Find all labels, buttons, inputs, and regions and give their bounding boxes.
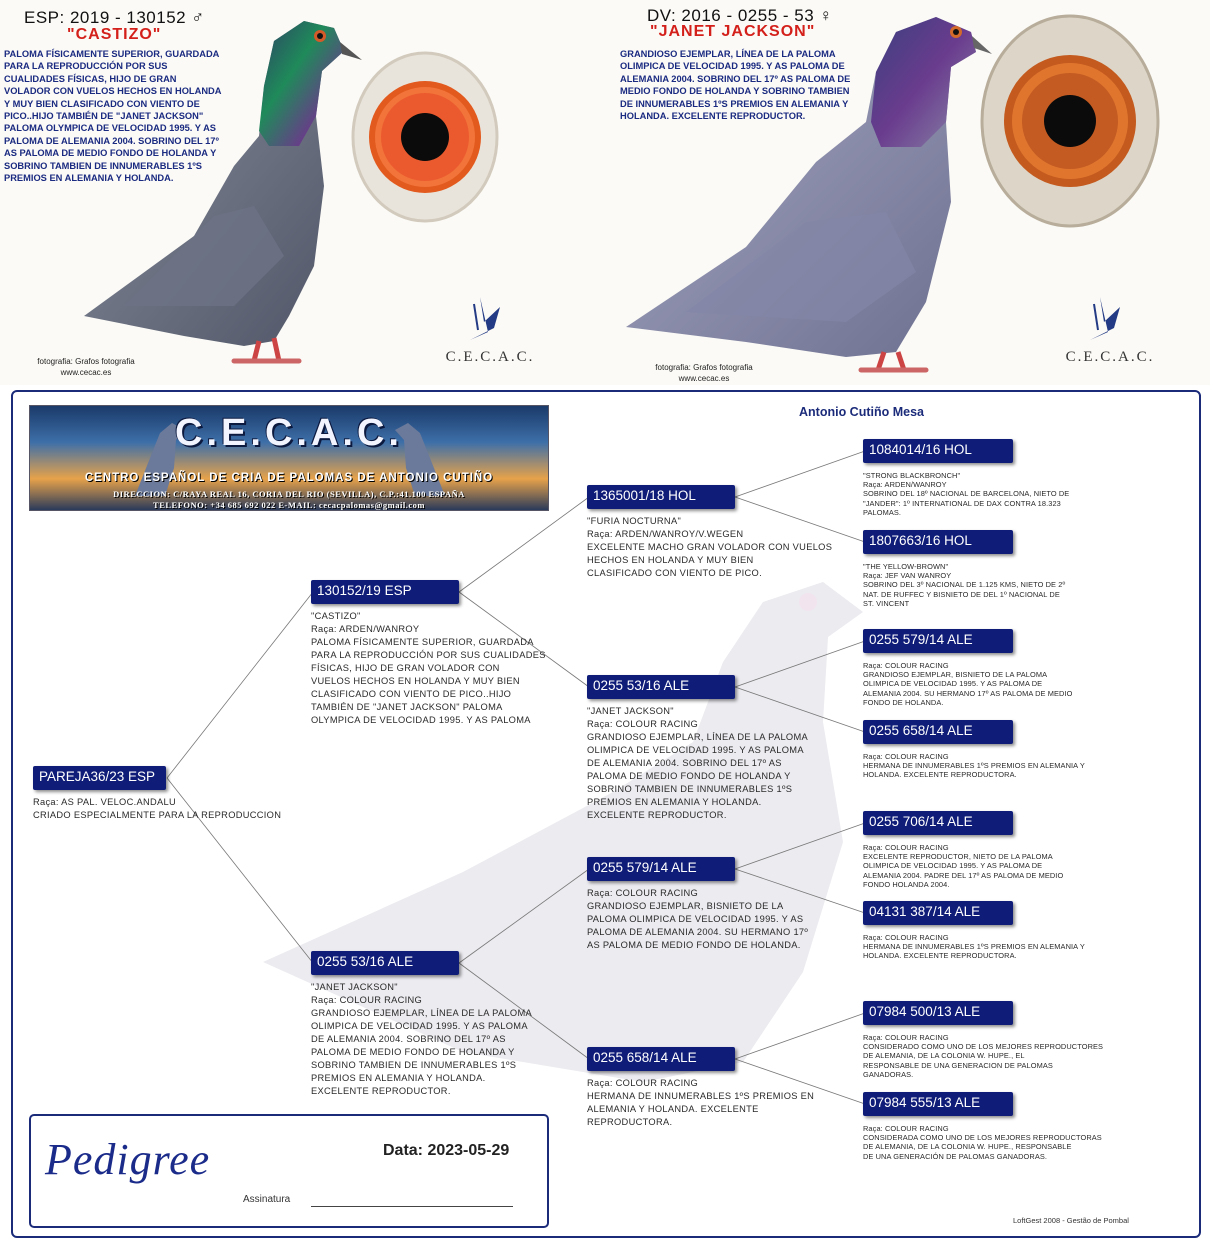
pedigree-date: Data: 2023-05-29 [383,1142,510,1159]
male-pigeon-photo [84,16,374,376]
sds-ring[interactable]: 0255 579/14 ALE [863,629,1013,653]
signature-line[interactable] [311,1206,513,1207]
bird-logo-icon [1080,292,1140,342]
dsd-ring[interactable]: 04131 387/14 ALE [863,901,1013,925]
signature-box [29,1114,549,1228]
dsd-info: Raça: COLOUR RACING HERMANA DE INNUMERABLES 1ºS PREMIOS EN ALEMANIA Y HOLANDA. EXCELENTE REPRODUCTORA. [863,933,1085,961]
subject-ring[interactable]: PAREJA36/23 ESP [33,766,166,790]
pedigree-sheet [11,390,1201,1238]
dds-ring[interactable]: 07984 500/13 ALE [863,1001,1013,1025]
dss-ring[interactable]: 0255 706/14 ALE [863,811,1013,835]
sss-info: "STRONG BLACKBRONCH" Raça: ARDEN/WANROY SOBRINO DEL 18º NACIONAL DE BARCELONA, NIETO DE "JANDER": 1º INTERNATIONAL DE DAX CONTRA 18.323 PALOMAS. [863,471,1070,517]
sdd-ring[interactable]: 0255 658/14 ALE [863,720,1013,744]
software-credit: LoftGest 2008 - Gestão de Pombal [1013,1216,1129,1225]
sire-sire-info: "FURIA NOCTURNA" Raça: ARDEN/WANROY/V.WEGEN EXCELENTE MACHO GRAN VOLADOR CON VUELOS HECHOS EN HOLANDA Y MUY BIEN CLASIFICADO CON VIENTO DE PICO. [587,516,833,578]
subject-info: Raça: AS PAL. VELOC.ANDALU CRIADO ESPECIALMENTE PARA LA REPRODUCCION [33,797,282,820]
ddd-info: Raça: COLOUR RACING CONSIDERADA COMO UNO DE LOS MEJORES REPRODUCTORAS DE ALEMANIA, DE LA COLONIA W. HUPE., RESPONSABLE DE UNA GENERACIÓN DE PALOMAS GANADORAS. [863,1124,1102,1161]
dam-info: "JANET JACKSON" Raça: COLOUR RACING GRANDIOSO EJEMPLAR, LÍNEA DE LA PALOMA OLIMPICA DE VELOCIDAD 1995. Y AS PALOMA DE ALEMANIA 2004. SOBRINO DEL 17º AS PALOMA DE MEDIO FONDO DE HOLANDA Y SOBRINO TAMBIEN DE INNUMERABLES 1ºS PREMIOS EN ALEMANIA Y HOLANDA. EXCELENTE REPRODUCTOR. [311,982,532,1096]
dam-dam-info: Raça: COLOUR RACING HERMANA DE INNUMERABLES 1ºS PREMIOS EN ALEMANIA Y HOLANDA. EXCELENTE REPRODUCTORA. [587,1078,815,1127]
female-eye-photo [980,14,1160,229]
male-description: PALOMA FÍSICAMENTE SUPERIOR, GUARDADA PARA LA REPRODUCCIÓN POR SUS CUALIDADES FÍSICAS, HIJO DE GRAN VOLADOR CON VUELOS HECHOS EN HOLANDA Y MUY BIEN CLASIFICADO CON VIENTO DE PICO..HIJO TAMBIÉN DE "JANET JACKSON" PALOMA OLYMPICA DE VELOCIDAD 1995. Y AS PALOMA DE ALEMANIA 2004. SOBRINO DEL 17º AS PALOMA DE MEDIO FONDO DE HOLANDA Y SOBRINO TAMBIEN DE INNUMERABLES 1ºS PREMIOS EN ALEMANIA Y HOLANDA. [4,49,222,184]
dam-ring[interactable]: 0255 53/16 ALE [311,951,459,975]
female-name: "JANET JACKSON" [650,23,816,40]
dds-info: Raça: COLOUR RACING CONSIDERADO COMO UNO DE LOS MEJORES REPRODUCTORES DE ALEMANIA, DE LA COLONIA W. HUPE., EL RESPONSABLE DE UNA GENERACION DE PALOMAS GANADORAS. [863,1033,1104,1079]
sss-ring[interactable]: 1084014/16 HOL [863,439,1013,463]
sds-info: Raça: COLOUR RACING GRANDIOSO EJEMPLAR, BISNIETO DE LA PALOMA OLIMPICA DE VELOCIDAD 1995. Y AS PALOMA DE ALEMANIA 2004. SU HERMANO 17º AS PALOMA DE MEDIO FONDO DE HOLANDA. [863,661,1073,707]
ddd-ring[interactable]: 07984 555/13 ALE [863,1092,1013,1116]
sire-sire-ring[interactable]: 1365001/18 HOL [587,485,735,509]
female-photo-credit: fotografia: Grafos fotografia www.cecac.es [655,363,753,383]
sdd-info: Raça: COLOUR RACING HERMANA DE INNUMERABLES 1ºS PREMIOS EN ALEMANIA Y HOLANDA. EXCELENTE REPRODUCTORA. [863,752,1085,780]
pedigree-script-title: Pedigree [45,1135,211,1184]
female-cecac-logo: C.E.C.A.C. [1060,292,1160,366]
banner-address: DIRECCION: C/RAYA REAL 16, CORIA DEL RIO (SEVILLA), C.P.:41.100 ESPAÑA [113,489,465,499]
male-eye-photo [350,50,500,225]
ssd-info: "THE YELLOW-BROWN" Raça: JEF VAN WANROY SOBRINO DEL 3º NACIONAL DE 1.125 KMS, NIETO DE 2º NAT. DE RUFFEC Y BISNIETO DE DEL 1º NACIONAL DE ST. VINCENT [863,562,1066,608]
female-panel [600,0,1210,385]
ssd-ring[interactable]: 1807663/16 HOL [863,530,1013,554]
owner-name: Antonio Cutiño Mesa [799,405,924,419]
sire-info: "CASTIZO" Raça: ARDEN/WANROY PALOMA FÍSICAMENTE SUPERIOR, GUARDADA PARA LA REPRODUCCIÓN POR SUS CUALIDADES FÍSICAS, HIJO DE GRAN VOLADOR CON VUELOS HECHOS EN HOLANDA Y MUY BIEN CLASIFICADO CON VIENTO DE PICO..HIJO TAMBIÉN DE "JANET JACKSON" PALOMA OLYMPICA DE VELOCIDAD 1995. Y AS PALOMA [311,611,546,725]
signature-label: Assinatura [243,1194,291,1205]
male-title: ESP: 2019 - 130152 ♂ [24,8,205,27]
sire-dam-ring[interactable]: 0255 53/16 ALE [587,675,735,699]
dam-sire-info: Raça: COLOUR RACING GRANDIOSO EJEMPLAR, BISNIETO DE LA PALOMA OLIMPICA DE VELOCIDAD 1995. Y AS PALOMA DE ALEMANIA 2004. SU HERMANO 17º AS PALOMA DE MEDIO FONDO DE HOLANDA. [587,888,809,950]
dam-dam-ring[interactable]: 0255 658/14 ALE [587,1047,735,1071]
female-description: GRANDIOSO EJEMPLAR, LÍNEA DE LA PALOMA OLIMPICA DE VELOCIDAD 1995. Y AS PALOMA DE ALEMANIA 2004. SOBRINO DEL 17º AS PALOMA DE MEDIO FONDO DE HOLANDA Y SOBRINO TAMBIEN DE INNUMERABLES 1ºS PREMIOS EN ALEMANIA Y HOLANDA. EXCELENTE REPRODUCTOR. [620,49,851,122]
sire-ring[interactable]: 130152/19 ESP [311,580,459,604]
female-pigeon-photo [626,12,996,382]
banner-contact: TELEFONO: +34 685 692 022 E-MAIL: cecacpalomas@gmail.com [153,500,425,510]
dam-sire-ring[interactable]: 0255 579/14 ALE [587,857,735,881]
dss-info: Raça: COLOUR RACING EXCELENTE REPRODUCTOR, NIETO DE LA PALOMA OLIMPICA DE VELOCIDAD 1995. Y AS PALOMA DE ALEMANIA 2004. PADRE DEL 17º AS PALOMA DE MEDIO FONDO HOLANDA 2004. [863,843,1064,889]
cecac-banner [29,405,549,511]
male-photo-credit: fotografia: Grafos fotografia www.cecac.es [37,357,135,377]
female-title: DV: 2016 - 0255 - 53 ♀ [647,6,833,25]
male-cecac-logo: C.E.C.A.C. [440,292,540,366]
male-name: "CASTIZO" [67,26,162,43]
male-panel [0,0,600,385]
sire-dam-info: "JANET JACKSON" Raça: COLOUR RACING GRANDIOSO EJEMPLAR, LÍNEA DE LA PALOMA OLIMPICA DE VELOCIDAD 1995. Y AS PALOMA DE ALEMANIA 2004. SOBRINO DEL 17º AS PALOMA DE MEDIO FONDO DE HOLANDA Y SOBRINO TAMBIEN DE INNUMERABLES 1ºS PREMIOS EN ALEMANIA Y HOLANDA. EXCELENTE REPRODUCTOR. [587,706,808,820]
banner-subtitle: CENTRO ESPAÑOL DE CRIA DE PALOMAS DE ANTONIO CUTIÑO [84,472,494,484]
banner-title: C.E.C.A.C. [175,412,403,454]
photo-header [0,0,1210,385]
bird-logo-icon [460,292,520,342]
